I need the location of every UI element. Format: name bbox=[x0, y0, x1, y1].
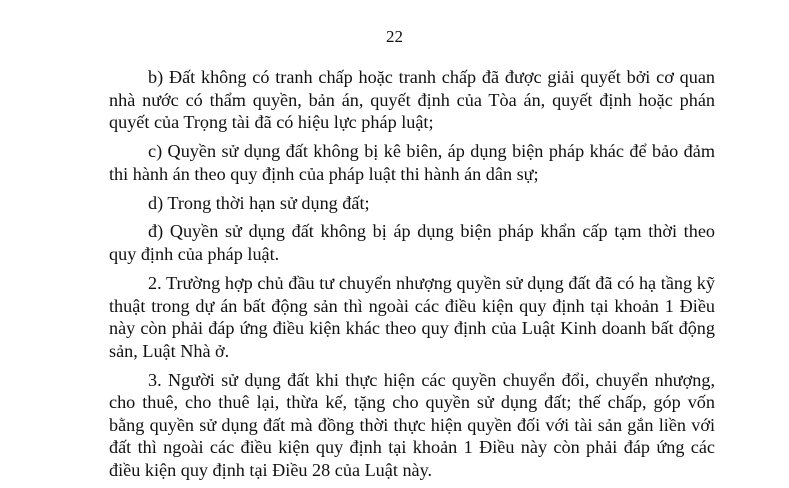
page-number: 22 bbox=[386, 27, 403, 46]
paragraph-3: 3. Người sử dụng đất khi thực hiện các quyền chuyển đổi, chuyển nhượng, cho thuê, cho thuê lại, thừa kế, tặng cho quyền sử dụng đất; thế chấp, góp vốn bằng quyền sử dụng đất mà đồng thời thực hiện quyền đối với tài sản gắn liền với đất thì ngoài các điều kiện quy định tại khoản 1 Điều này còn phải đáp ứng các điều kiện quy định tại Điều 28 của Luật này. bbox=[109, 369, 715, 480]
paragraph-d: d) Trong thời hạn sử dụng đất; bbox=[148, 192, 370, 213]
paragraph-dd: đ) Quyền sử dụng đất không bị áp dụng biện pháp khẩn cấp tạm thời theo quy định của pháp luật. bbox=[109, 221, 715, 265]
paragraph-2: 2. Trường hợp chủ đầu tư chuyển nhượng quyền sử dụng đất đã có hạ tầng kỹ thuật trong dự án bất động sản thì ngoài các điều kiện quy định tại khoản 1 Điều này còn phải đáp ứng điều kiện khác theo quy định của Luật Kinh doanh bất động sản, Luật Nhà ở. bbox=[109, 272, 715, 361]
paragraph-c: c) Quyền sử dụng đất không bị kê biên, áp dụng biện pháp khác để bảo đảm thi hành án theo quy định của pháp luật thi hành án dân sự; bbox=[109, 141, 715, 184]
document-body bbox=[109, 66, 715, 488]
paragraph-b: b) Đất không có tranh chấp hoặc tranh chấp đã được giải quyết bởi cơ quan nhà nước có thẩm quyền, bản án, quyết định của Tòa án, quyết định hoặc phán quyết của Trọng tài đã có hiệu lực pháp luật; bbox=[109, 67, 715, 133]
